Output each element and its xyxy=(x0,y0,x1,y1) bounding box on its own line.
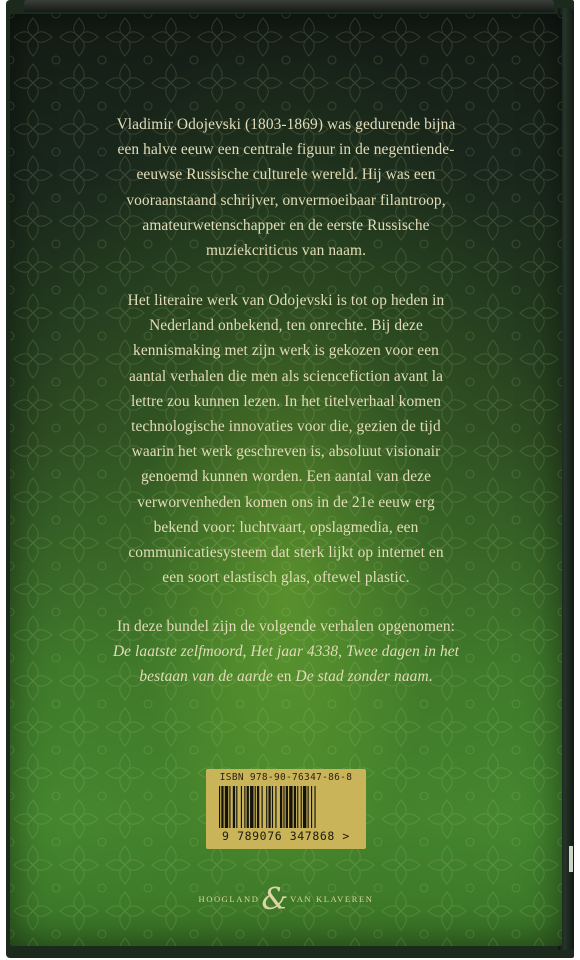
text-line: waarin het werk geschreven is, absoluut visionair xyxy=(131,443,441,461)
separator: , xyxy=(338,643,347,661)
text-line: bekend voor: luchtvaart, opslagmedia, een xyxy=(153,518,419,536)
description-paragraph-1 xyxy=(10,112,562,263)
barcode-bar xyxy=(236,786,237,828)
barcode-bar xyxy=(314,786,315,828)
barcode-bar xyxy=(289,786,292,828)
barcode-bar xyxy=(229,786,230,828)
barcode-bar xyxy=(241,786,242,828)
book-top-edge xyxy=(24,0,554,12)
barcode-bar xyxy=(308,786,309,828)
barcode-bar xyxy=(266,786,267,828)
period: . xyxy=(428,668,433,686)
text-line: genoemd kunnen worden. Een aantal van deze xyxy=(140,468,432,486)
barcode-bar xyxy=(247,786,249,828)
barcode-bar xyxy=(294,786,296,828)
story-title: Het jaar 4338 xyxy=(250,643,339,661)
text-line: communicatiesysteem dat sterk lijkt op internet en xyxy=(128,544,444,562)
text-line xyxy=(10,664,562,689)
text-line: technologische innovaties voor die, gezien de tijd xyxy=(131,418,441,436)
back-cover xyxy=(10,14,562,946)
publisher-ampersand: & xyxy=(261,882,289,917)
barcode-bar xyxy=(286,786,288,828)
isbn-text: ISBN 978-90-76347-86-8 xyxy=(219,772,353,783)
barcode-bar xyxy=(311,786,312,828)
description-paragraph-2 xyxy=(10,288,562,590)
barcode-bar xyxy=(268,786,270,828)
text-line: Nederland onbekend, ten onrechte. Bij deze xyxy=(149,317,423,335)
barcode-bar xyxy=(301,786,302,828)
barcode-bar xyxy=(233,786,235,828)
barcode-bar xyxy=(283,786,284,828)
barcode-number: 9 789076 347868 > xyxy=(222,829,350,843)
text-line: eeuwse Russische culturele wereld. Hij was een xyxy=(136,166,436,184)
publisher-name-right: VAN KLAVEREN xyxy=(290,894,374,904)
text-line: vooraanstaand schrijver, onvermoeibaar filantroop, xyxy=(126,191,446,209)
story-title: bestaan van de aarde xyxy=(139,668,273,686)
text-line: kennismaking met zijn werk is gekozen voor een xyxy=(133,342,439,360)
barcode-bar xyxy=(244,786,245,828)
text-line: In deze bundel zijn de volgende verhalen opgenomen: xyxy=(116,618,455,635)
separator: , xyxy=(242,643,251,661)
barcode-bar xyxy=(262,786,263,828)
contents-paragraph xyxy=(10,614,562,690)
publisher-logo xyxy=(10,882,562,917)
barcode-bar xyxy=(297,786,298,828)
text-line: muziekcriticus van naam. xyxy=(205,242,367,260)
text-line: Het literaire werk van Odojevski is tot op heden in xyxy=(127,292,445,309)
publisher-name-left: HOOGLAND xyxy=(198,894,260,904)
barcode-bar xyxy=(255,786,256,828)
text-line: een halve eeuw een centrale figuur in de negentiende- xyxy=(117,141,455,159)
text-line: verworvenheden komen ons in de 21e eeuw erg xyxy=(137,493,435,511)
story-title: De stad zonder naam xyxy=(295,668,429,686)
text-line: Vladimir Odojevski (1803-1869) was gedurende bijna xyxy=(116,116,456,133)
barcode-bar xyxy=(272,786,273,828)
barcode-bar xyxy=(303,786,306,828)
text-line xyxy=(10,639,562,664)
barcode-label xyxy=(206,769,366,849)
story-title: De laatste zelfmoord xyxy=(112,643,243,661)
barcode-bars xyxy=(219,786,353,828)
conjunction: en xyxy=(272,668,296,686)
text-line: aantal verhalen die men als sciencefiction avant la xyxy=(128,367,444,385)
barcode-bar xyxy=(257,786,259,828)
text-line: een soort elastisch glas, oftewel plastic. xyxy=(162,569,410,587)
barcode-bar xyxy=(221,786,223,828)
spine-mark xyxy=(569,846,573,872)
story-title: Twee dagen in het xyxy=(346,643,460,661)
barcode-bar xyxy=(280,786,282,828)
barcode-bar xyxy=(275,786,276,828)
barcode-bar xyxy=(219,786,220,828)
text-line: lettre zou kunnen lezen. In het titelverhaal komen xyxy=(130,392,442,410)
barcode-bar xyxy=(225,786,228,828)
text-line: amateurwetenschapper en de eerste Russische xyxy=(142,216,430,234)
barcode-bar xyxy=(250,786,253,828)
